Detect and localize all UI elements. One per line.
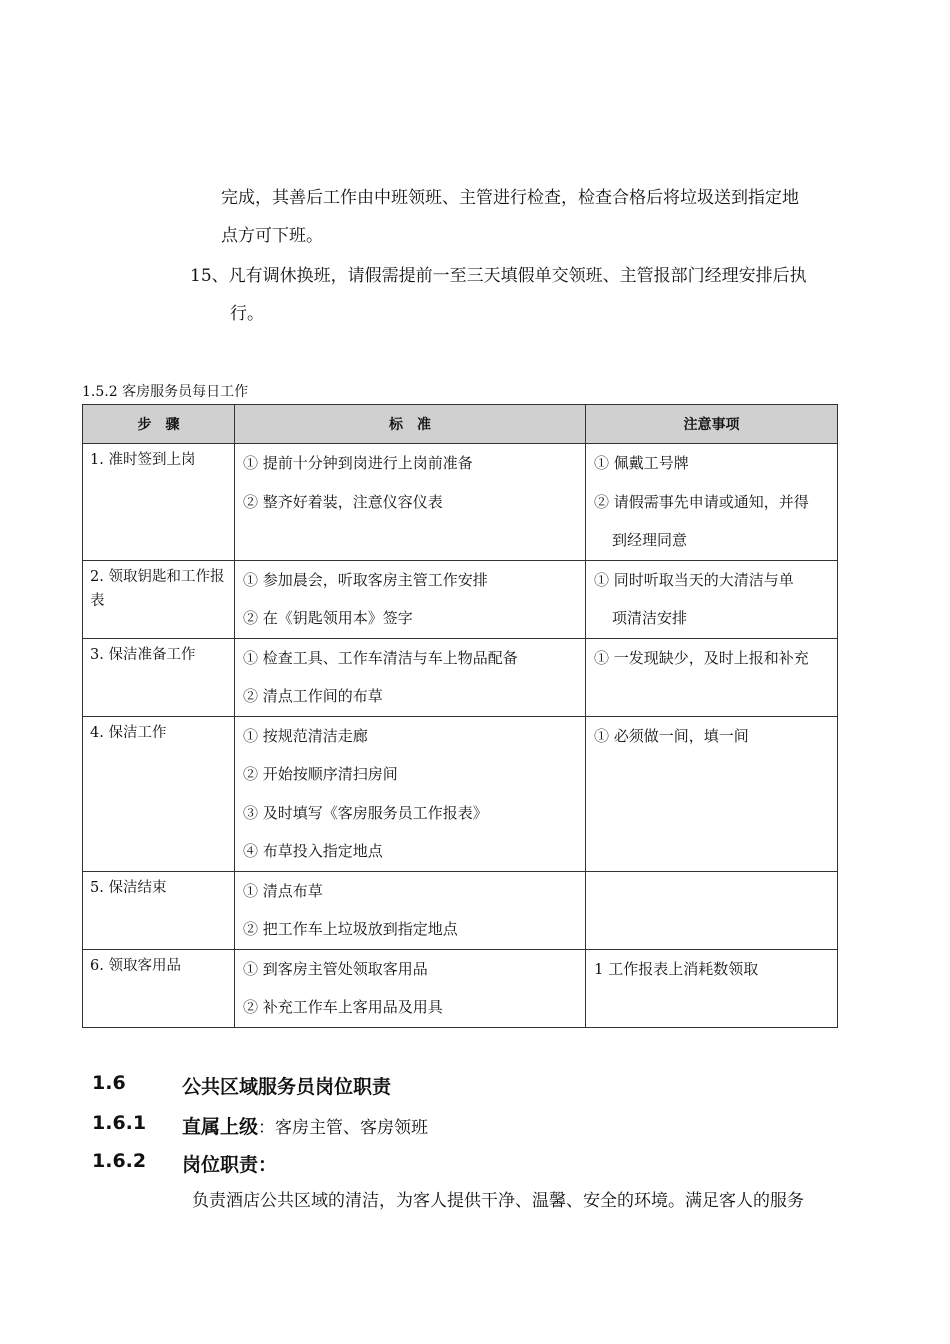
standard-item: ① 参加晨会，听取客房主管工作安排 — [243, 570, 488, 589]
standard-item: ② 把工作车上垃圾放到指定地点 — [243, 920, 458, 938]
daily-work-table — [82, 404, 838, 1028]
standard-cell — [235, 949, 586, 1027]
standard-item: ① 提前十分钟到岗进行上岗前准备 — [243, 454, 473, 472]
step-cell — [83, 560, 235, 638]
note-item: 1 工作报表上消耗数领取 — [594, 959, 759, 978]
section-title: 直属上级 — [182, 1116, 259, 1138]
note-item: 到经理同意 — [612, 531, 688, 549]
standard-item: ③ 及时填写《客房服务员工作报表》 — [243, 803, 488, 822]
direct-superior-value: ：客房主管、客房领班 — [258, 1118, 429, 1138]
standard-item: ④ 布草投入指定地点 — [243, 842, 383, 860]
standard-cell — [235, 871, 586, 949]
table-header-row — [83, 405, 838, 444]
note-item: ② 请假需事先申请或通知，并得 — [594, 492, 809, 511]
section-number: 1.6 — [92, 1072, 126, 1094]
note-item: ① 一发现缺少，及时上报和补充 — [594, 648, 809, 667]
standard-cell — [235, 638, 586, 716]
table-row — [83, 560, 838, 638]
step-label: 6. 领取客用品 — [90, 957, 181, 974]
duty-description: 负责酒店公共区域的清洁，为客人提供干净、温馨、安全的环境。满足客人的服务 — [192, 1191, 804, 1211]
section-heading-1-6 — [92, 1072, 692, 1098]
notes-cell — [586, 444, 838, 561]
section-title-wrap — [182, 1112, 428, 1139]
step-cell — [83, 638, 235, 716]
section-heading-1-6-1 — [92, 1112, 692, 1138]
standard-cell — [235, 444, 586, 561]
table-row — [83, 444, 838, 561]
step-cell — [83, 871, 235, 949]
header-step: 步 骤 — [83, 405, 235, 444]
section-title: 岗位职责： — [182, 1154, 278, 1176]
standard-item: ② 开始按顺序清扫房间 — [243, 765, 398, 783]
notes-cell — [586, 871, 838, 949]
step-label: 3. 保洁准备工作 — [90, 646, 196, 663]
table-row — [83, 638, 838, 716]
table-row — [83, 949, 838, 1027]
notes-cell — [586, 638, 838, 716]
standard-cell — [235, 560, 586, 638]
standard-item: ① 到客房主管处领取客用品 — [243, 959, 428, 978]
step-cell — [83, 444, 235, 561]
standard-item: ② 整齐好着装，注意仪容仪表 — [243, 492, 443, 511]
notes-cell — [586, 560, 838, 638]
table-caption: 1.5.2 客房服务员每日工作 — [82, 384, 249, 400]
note-item: ① 同时听取当天的大清洁与单 — [594, 570, 794, 589]
notes-cell — [586, 716, 838, 871]
step-label: 4. 保洁工作 — [90, 724, 167, 741]
section-number: 1.6.1 — [92, 1112, 147, 1134]
step-cell — [83, 949, 235, 1027]
header-notes: 注意事项 — [586, 405, 838, 444]
note-item: ① 佩戴工号牌 — [594, 454, 689, 472]
standard-cell — [235, 716, 586, 871]
section-number: 1.6.2 — [92, 1150, 147, 1172]
intro-line-1: 完成，其善后工作由中班领班、主管进行检查，检查合格后将垃圾送到指定地 — [221, 188, 799, 208]
header-standard: 标 准 — [235, 405, 586, 444]
step-label: 1. 准时签到上岗 — [90, 452, 196, 468]
note-item: ① 必须做一间，填一间 — [594, 726, 749, 745]
table-row — [83, 716, 838, 871]
standard-item: ② 在《钥匙领用本》签字 — [243, 609, 413, 627]
standard-item: ① 检查工具、工作车清洁与车上物品配备 — [243, 648, 518, 667]
step-label: 5. 保洁结束 — [90, 879, 167, 896]
intro-line-2: 点方可下班。 — [221, 226, 323, 246]
standard-item: ① 清点布草 — [243, 881, 323, 900]
standard-item: ① 按规范清洁走廊 — [243, 726, 368, 745]
step-label: 2. 领取钥匙和工作报表 — [90, 568, 225, 609]
note-item: 项清洁安排 — [612, 609, 688, 627]
section-heading-1-6-2 — [92, 1150, 692, 1176]
notes-cell — [586, 949, 838, 1027]
section-title: 公共区域服务员岗位职责 — [182, 1076, 392, 1098]
standard-item: ② 清点工作间的布草 — [243, 687, 383, 705]
table-row — [83, 871, 838, 949]
item-15-line-2: 行。 — [230, 304, 264, 324]
item-15-line-1: 15、凡有调休换班，请假需提前一至三天填假单交领班、主管报部门经理安排后执 — [190, 266, 807, 286]
standard-item: ② 补充工作车上客用品及用具 — [243, 998, 443, 1016]
step-cell — [83, 716, 235, 871]
